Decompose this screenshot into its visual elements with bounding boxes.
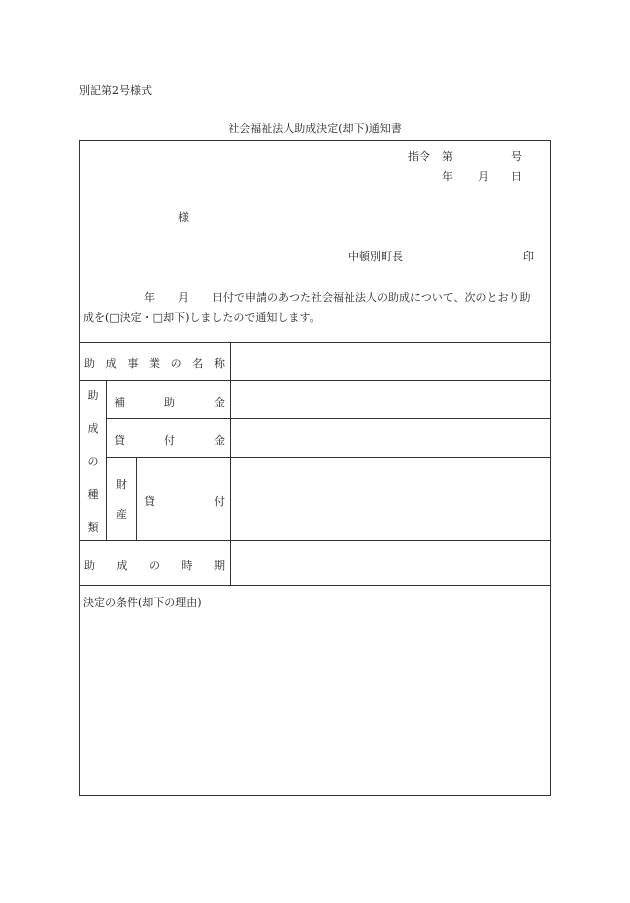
property-loan-label — [144, 493, 225, 509]
property-loan-field[interactable] — [231, 458, 550, 540]
char: の — [149, 559, 160, 572]
divider-timing — [79, 585, 551, 586]
char: 助 — [164, 396, 175, 409]
char: 期 — [214, 559, 225, 572]
char: 称 — [213, 357, 225, 370]
char: 助 — [84, 559, 95, 572]
timing-field[interactable] — [231, 541, 550, 585]
char: 付 — [164, 434, 175, 447]
property-label — [107, 476, 136, 522]
body-date-year: 年 — [144, 291, 155, 304]
category-label — [80, 387, 106, 535]
directive-label: 指令 — [408, 150, 430, 163]
char: 財 — [116, 478, 127, 491]
char: 業 — [148, 357, 160, 370]
char: 補 — [114, 396, 125, 409]
char: 金 — [214, 396, 225, 409]
char: 成 — [105, 357, 117, 370]
form-number: 別記第2号様式 — [79, 84, 152, 97]
char: 事 — [127, 357, 139, 370]
body-line2: 成を(□決定・□却下)しましたので通知します。 — [83, 311, 321, 324]
char: 名 — [192, 357, 204, 370]
conditions-field[interactable] — [80, 612, 550, 794]
timing-label — [84, 557, 225, 573]
char: 貸 — [144, 495, 155, 508]
loan-field[interactable] — [231, 419, 550, 457]
date-day: 日 — [511, 170, 522, 183]
recipient-suffix: 様 — [178, 211, 189, 224]
loan-label — [114, 432, 225, 448]
document-title: 社会福祉法人助成決定(却下)通知書 — [228, 122, 402, 135]
char: 時 — [181, 559, 193, 572]
char: 付 — [214, 495, 225, 508]
project-name-label — [84, 355, 225, 371]
char: 助 — [84, 357, 95, 370]
seal-mark: 印 — [523, 250, 534, 263]
number-go: 号 — [511, 150, 522, 163]
char: 貸 — [114, 434, 125, 447]
char: の — [170, 357, 182, 370]
vline-property-col — [136, 457, 137, 540]
char: 産 — [116, 508, 127, 521]
subsidy-label — [114, 394, 225, 410]
subsidy-field[interactable] — [231, 381, 550, 418]
number-dai: 第 — [442, 150, 453, 163]
char: 類 — [87, 521, 99, 534]
char: 成 — [87, 422, 99, 435]
issuer-name: 中頓別町長 — [348, 250, 403, 263]
char: 助 — [87, 389, 99, 402]
char: 種 — [87, 488, 99, 501]
body-line1: 日付で申請のあつた社会福祉法人の助成について、次のとおり助 — [212, 291, 531, 304]
body-date-month: 月 — [178, 291, 189, 304]
date-year: 年 — [442, 170, 453, 183]
project-name-field[interactable] — [231, 343, 550, 380]
date-month: 月 — [478, 170, 489, 183]
conditions-label: 決定の条件(却下の理由) — [83, 596, 202, 609]
char: 成 — [116, 559, 128, 572]
char: の — [87, 455, 99, 468]
char: 金 — [214, 434, 225, 447]
